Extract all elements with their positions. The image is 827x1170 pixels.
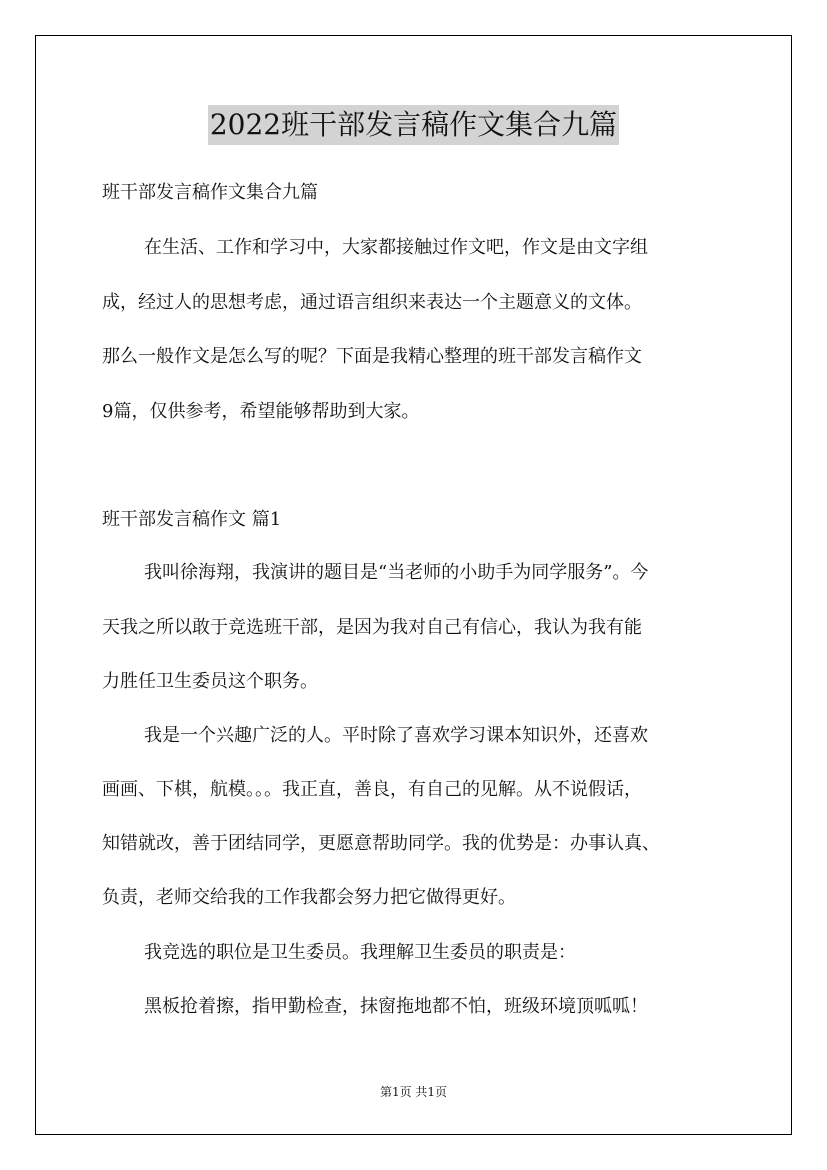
intro-line-1: 在生活、工作和学习中，大家都接触过作文吧，作文是由文字组: [144, 237, 648, 258]
intro-line-3: 那么一般作文是怎么写的呢？下面是我精心整理的班干部发言稿作文: [102, 346, 642, 367]
paragraph-2-line-3: 知错就改，善于团结同学，更愿意帮助同学。我的优势是：办事认真、: [102, 833, 660, 854]
paragraph-2-line-2: 画画、下棋，航模。。。我正直，善良，有自己的见解。从不说假话，: [102, 779, 642, 800]
document-title: [0, 104, 827, 144]
paragraph-1-line-2: 天我之所以敢于竞选班干部，是因为我对自己有信心，我认为我有能: [102, 617, 642, 638]
intro-line-2: 成，经过人的思想考虑，通过语言组织来表达一个主题意义的文体。: [102, 292, 642, 313]
subtitle: 班干部发言稿作文集合九篇: [102, 182, 318, 203]
page-footer: 第1页 共1页: [379, 1085, 448, 1099]
paragraph-4: 黑板抢着擦，指甲勤检查，抹窗拖地都不怕，班级环境顶呱呱！: [144, 996, 648, 1017]
paragraph-2-line-4: 负责，老师交给我的工作我都会努力把它做得更好。: [102, 887, 516, 908]
paragraph-1-line-1: 我叫徐海翔，我演讲的题目是“当老师的小助手为同学服务”。今: [144, 562, 649, 583]
section-heading: 班干部发言稿作文 篇1: [102, 509, 282, 530]
paragraph-1-line-3: 力胜任卫生委员这个职务。: [102, 671, 318, 692]
document-title-text: 2022班干部发言稿作文集合九篇: [208, 105, 619, 145]
intro-line-4: 9篇，仅供参考，希望能够帮助到大家。: [102, 401, 420, 422]
paragraph-2-line-1: 我是一个兴趣广泛的人。平时除了喜欢学习课本知识外，还喜欢: [144, 725, 648, 746]
paragraph-3: 我竞选的职位是卫生委员。我理解卫生委员的职责是：: [144, 942, 576, 963]
